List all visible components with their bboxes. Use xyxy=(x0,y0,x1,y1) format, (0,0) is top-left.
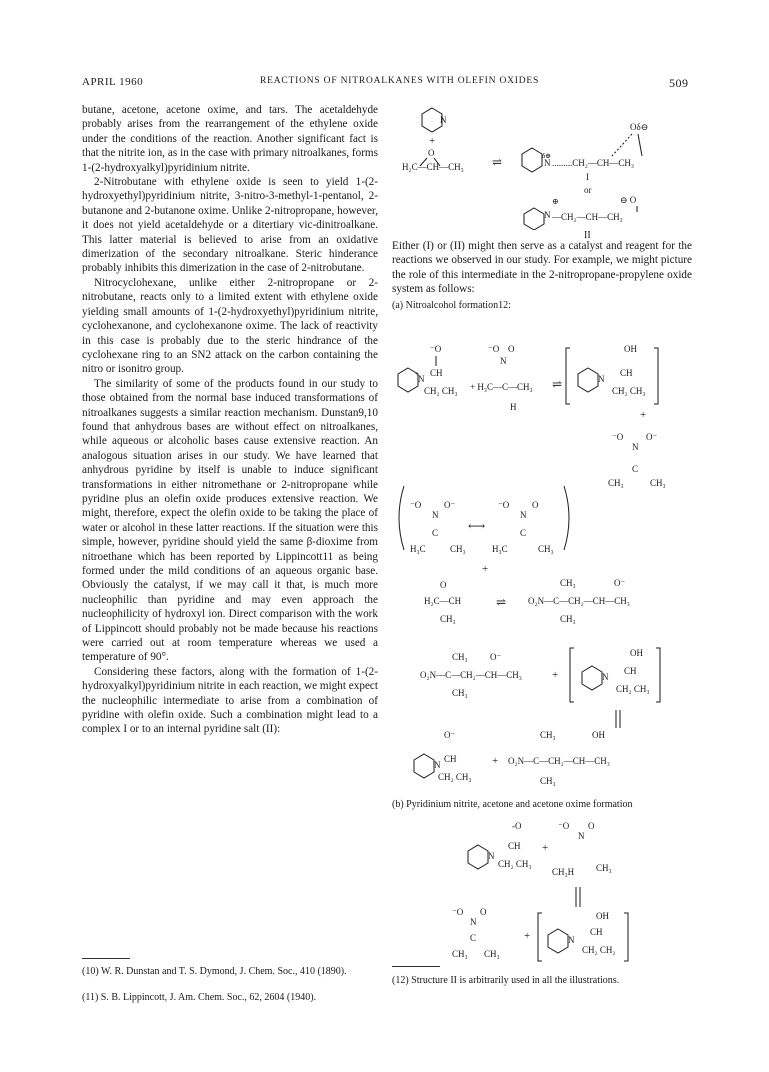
label-nitroalcohol-formation: (a) Nitroalcohol formation12: xyxy=(392,300,511,311)
svg-text:CH₂ CH₃: CH₂ CH₃ xyxy=(438,772,472,782)
paragraph-1: butane, acetone, acetone oxime, and tars. The acetaldehyde probably arises from the rearrangement of the ethylene oxide under the conditions of the reaction. Another significant fact is that the nitrite ion, as in the case with primary nitroalkanes, forms 1-(2-hydroxyalkyl)pyridinium nitrite. xyxy=(82,104,378,174)
svg-text:O: O xyxy=(588,821,595,831)
svg-text:+: + xyxy=(640,409,647,421)
svg-text:N: N xyxy=(632,442,639,452)
svg-text:O₂N—C—CH₂—CH—CH₃: O₂N—C—CH₂—CH—CH₃ xyxy=(528,596,630,606)
page-number: 509 xyxy=(669,76,689,90)
svg-text:N: N xyxy=(500,356,507,366)
running-header-date: APRIL 1960 xyxy=(82,76,144,88)
svg-text:O: O xyxy=(508,344,515,354)
svg-text:O⁻: O⁻ xyxy=(444,730,456,740)
svg-text:CH₃: CH₃ xyxy=(440,614,456,624)
svg-text:—CH₂—CH—CH₃: —CH₂—CH—CH₃ xyxy=(552,212,623,222)
pyridine-ring-icon xyxy=(522,148,542,172)
svg-text:OH: OH xyxy=(624,344,637,354)
svg-text:+: + xyxy=(415,370,419,378)
svg-text:CH₃: CH₃ xyxy=(560,578,576,588)
svg-text:H₂C—CH: H₂C—CH xyxy=(424,596,462,606)
pyridine-ring-icon xyxy=(582,666,602,690)
paragraph-5: Considering these factors, along with the formation of 1-(2-hydroxyalkyl)pyridinium nitrite in each reaction, we might expect the nucleophilic intermediate to arise from a combination of pyridine with olefin oxide. Such a combination might lead to a complex I or to an internal pyridine salt (II): xyxy=(82,665,378,736)
svg-text:O⁻: O⁻ xyxy=(490,652,502,662)
pyridine-ring-icon xyxy=(422,108,442,132)
svg-text:+: + xyxy=(552,669,559,681)
svg-text:CH₂ CH₃: CH₂ CH₃ xyxy=(616,684,650,694)
svg-text:⁻O: ⁻O xyxy=(410,500,422,510)
svg-text:⊖ O: ⊖ O xyxy=(620,195,637,205)
svg-text:CH: CH xyxy=(444,754,457,764)
svg-text:⁻O: ⁻O xyxy=(498,500,510,510)
svg-text:O⁻: O⁻ xyxy=(646,432,658,442)
scheme-pyridinium-nitrite-formation xyxy=(392,815,692,965)
svg-text:O: O xyxy=(480,907,487,917)
svg-text:+: + xyxy=(482,563,489,575)
footnote-rule-right xyxy=(392,966,440,967)
svg-text:N: N xyxy=(602,672,609,682)
svg-text:⁻O: ⁻O xyxy=(558,821,570,831)
svg-text:CH: CH xyxy=(624,666,637,676)
svg-text:H₃C: H₃C xyxy=(410,544,426,554)
svg-text:N: N xyxy=(520,510,527,520)
svg-text:N: N xyxy=(544,210,551,220)
pyridine-ring-icon xyxy=(468,845,488,869)
svg-text:CH: CH xyxy=(590,927,603,937)
svg-text:H₂C—CH—CH₃: H₂C—CH—CH₃ xyxy=(402,162,464,172)
svg-text:CH₂ CH₂: CH₂ CH₂ xyxy=(582,945,616,955)
svg-text:N: N xyxy=(544,158,551,168)
svg-text:⊕: ⊕ xyxy=(552,197,559,206)
svg-text:+ H₃C—C—CH₃: + H₃C—C—CH₃ xyxy=(470,382,533,392)
svg-text:CH: CH xyxy=(620,368,633,378)
svg-text:O: O xyxy=(440,580,447,590)
paragraph-2: 2-Nitrobutane with ethylene oxide is seen to yield 1-(2-hydroxyethyl)pyridinium nitrite, 3-nitro-3-methyl-1-pentanol, 2-butanone and 2-butanone oxime. Unlike 2-nitropropane, however, it does not yield acetaldehyde or a ditertiary vic-dinitroalkane. This latter material is believed to arise from an oxidative dimerization of the secondary nitroalkane. Steric hinderance probably inhibits this dimerization in the case of 2-nitrobutane. xyxy=(82,176,378,275)
svg-text:CH₃: CH₃ xyxy=(452,652,468,662)
footnote-10: (10) W. R. Dunstan and T. S. Dymond, J. Chem. Soc., 410 (1890). xyxy=(82,966,347,977)
svg-text:N: N xyxy=(432,510,439,520)
svg-text:N: N xyxy=(470,917,477,927)
svg-text:OH: OH xyxy=(592,730,605,740)
svg-text:.........CH₂—CH—CH₃: .........CH₂—CH—CH₃ xyxy=(552,158,635,168)
svg-text:-O: -O xyxy=(512,821,522,831)
pyridine-ring-icon xyxy=(414,754,434,778)
svg-text:O⁻: O⁻ xyxy=(444,500,456,510)
right-column-intro: Either (I) or (II) might then serve as a catalyst and reagent for the reactions we observed in our study. For example, we might picture the role of this intermediate in the 2-nitropropane-propylene oxide system as follows: xyxy=(392,240,692,296)
svg-text:O₂N—C—CH₂—CH—CH₃: O₂N—C—CH₂—CH—CH₃ xyxy=(508,756,610,766)
svg-text:CH₃: CH₃ xyxy=(596,863,612,873)
svg-text:H₃C: H₃C xyxy=(492,544,508,554)
svg-text:⇌: ⇌ xyxy=(552,377,563,391)
svg-text:CH₃H: CH₃H xyxy=(552,867,575,877)
svg-text:CH₂ CH₃: CH₂ CH₃ xyxy=(498,859,532,869)
svg-text:⟷: ⟷ xyxy=(468,519,486,533)
svg-text:O₂N—C—CH₂—CH—CH₃: O₂N—C—CH₂—CH—CH₃ xyxy=(420,670,522,680)
svg-text:+: + xyxy=(492,755,499,767)
scheme-nitroalcohol-formation xyxy=(392,318,692,798)
svg-text:CH₃: CH₃ xyxy=(538,544,554,554)
label-pyridinium-nitrite-formation: (b) Pyridinium nitrite, acetone and acetone oxime formation xyxy=(392,799,633,810)
svg-text:+: + xyxy=(542,842,549,854)
paragraph-4: The similarity of some of the products found in our study to those obtained from the normal base induced transformations of nitroalkanes suggests a similar reaction mechanism. Dunstan9,10 found that anhydrous bases are without effect on nitroalkanes, while aqueous or alcoholic bases cause extensive reaction. An analogous situation arises in our study. We have learned that anhydrous pyridine by itself is unable to induce significant transformations in either nitromethane or 2-nitropropane while pyridine plus an olefin oxide produces extensive reaction. We might, therefore, expect the olefin oxide to be taking the place of water or alcohol in these latter reactions. If the situation were this simple, however, pyridine should yield the same β-dioxime from nitroethane which has been reported by Lippincott11 as being formed under the mild conditions of an aqueous organic base. Obviously the catalyst, if we may call it that, is much more nucleophilic than pyridine and may even approach the nucleophilicity of hydroxyl ion. Direct comparison with the work of Lippincott should probably not be made because his reactions were carried out at room temperature whereas we used a temperature of 90°. xyxy=(82,377,378,664)
svg-text:C: C xyxy=(520,528,527,538)
pyridine-ring-icon xyxy=(548,929,568,953)
svg-text:C: C xyxy=(432,528,439,538)
footnote-11: (11) S. B. Lippincott, J. Am. Chem. Soc., 62, 2604 (1940). xyxy=(82,992,317,1003)
svg-text:N: N xyxy=(434,760,441,770)
label-or: or xyxy=(584,185,592,195)
running-header-title: REACTIONS OF NITROALKANES WITH OLEFIN OXIDES xyxy=(260,76,540,86)
pyridine-ring-icon xyxy=(524,208,544,230)
svg-text:⁻O: ⁻O xyxy=(488,344,500,354)
svg-text:O⁻: O⁻ xyxy=(614,578,626,588)
left-column xyxy=(82,103,378,737)
svg-text:⁻O: ⁻O xyxy=(612,432,624,442)
scheme-complex-formation xyxy=(392,100,692,230)
svg-text:⁻O: ⁻O xyxy=(430,344,442,354)
svg-text:CH₃: CH₃ xyxy=(650,478,666,488)
svg-text:N: N xyxy=(598,374,605,384)
svg-text:CH: CH xyxy=(430,368,443,378)
svg-text:N: N xyxy=(578,831,585,841)
svg-text:CH₃: CH₃ xyxy=(560,614,576,624)
svg-text:+: + xyxy=(429,135,436,147)
svg-text:CH₂ CH₃: CH₂ CH₃ xyxy=(612,386,646,396)
svg-text:C: C xyxy=(632,464,639,474)
svg-text:CH₃: CH₃ xyxy=(452,949,468,959)
svg-text:O: O xyxy=(428,148,435,158)
svg-text:OH: OH xyxy=(596,911,609,921)
svg-text:OH: OH xyxy=(630,648,643,658)
svg-text:CH₃: CH₃ xyxy=(540,730,556,740)
svg-text:CH₃: CH₃ xyxy=(484,949,500,959)
pyridine-ring-icon xyxy=(578,368,598,392)
svg-text:Oδ⊖: Oδ⊖ xyxy=(630,122,649,132)
svg-text:N: N xyxy=(568,935,575,945)
svg-text:δ⊕: δ⊕ xyxy=(542,152,552,160)
svg-text:H: H xyxy=(510,402,517,412)
footnote-rule-left xyxy=(82,958,130,959)
svg-text:CH₃: CH₃ xyxy=(450,544,466,554)
svg-text:N: N xyxy=(440,115,447,125)
svg-text:⁻O: ⁻O xyxy=(452,907,464,917)
label-II: II xyxy=(584,230,591,241)
svg-text:N: N xyxy=(488,851,495,861)
svg-text:CH₂ CH₃: CH₂ CH₃ xyxy=(424,386,458,396)
svg-text:⇌: ⇌ xyxy=(496,595,507,609)
paragraph-3: Nitrocyclohexane, unlike either 2-nitropropane or 2-nitrobutane, reacts only to a limited extent with ethylene oxide yielding small amounts of 1-(2-hydroxyethyl)pyridinium nitrite, cyclohexanone, and cyclohexanone oxime. The lack of reactivity in this case is probably due to the steric hindrance of the cyclohexane ring to an SN2 attack on the carbon containing the nitro or isonitro group. xyxy=(82,276,378,376)
svg-text:CH: CH xyxy=(508,841,521,851)
svg-text:O: O xyxy=(532,500,539,510)
svg-text:CH₃: CH₃ xyxy=(452,688,468,698)
svg-text:CH₃: CH₃ xyxy=(608,478,624,488)
svg-text:CH₃: CH₃ xyxy=(540,776,556,786)
svg-text:N: N xyxy=(418,374,425,384)
footnote-12: (12) Structure II is arbitrarily used in all the illustrations. xyxy=(392,975,620,986)
svg-text:C: C xyxy=(470,933,477,943)
svg-text:⇌: ⇌ xyxy=(492,155,503,169)
svg-text:+: + xyxy=(524,930,531,942)
label-I: I xyxy=(586,172,589,182)
